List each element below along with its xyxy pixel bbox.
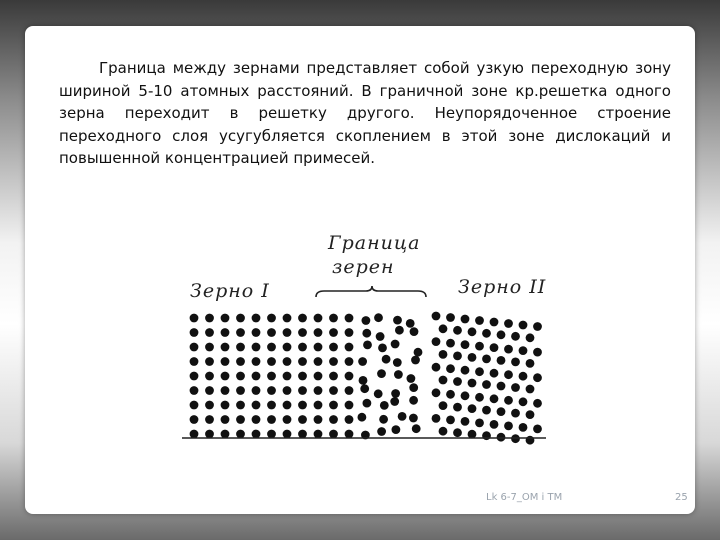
atom xyxy=(533,322,542,331)
atom xyxy=(298,401,307,410)
atom xyxy=(475,316,484,325)
atom xyxy=(439,427,448,436)
body-text: Граница между зернами представляет собой узкую переходную зону шириной 5-10 атомных расстояний. В граничной зоне кр.решетка одного зерна переходит в решетку другого. Неупорядоченное строение переходного слоя усугубляется скоплением в этой зоне дислокаций и повышенной концентрацией примесей. xyxy=(59,59,671,167)
page-number: 25 xyxy=(675,492,688,503)
atom xyxy=(221,314,230,323)
atom xyxy=(329,415,338,424)
atom xyxy=(411,356,420,365)
atom xyxy=(461,366,470,375)
atom xyxy=(252,357,261,366)
boundary-label-line1: Граница xyxy=(328,232,421,254)
atom xyxy=(468,353,477,362)
atom xyxy=(439,350,448,359)
atom xyxy=(482,329,491,338)
atom xyxy=(504,396,513,405)
atom xyxy=(252,314,261,323)
grain-right-label: Зерно II xyxy=(458,276,547,298)
atom xyxy=(362,329,371,338)
atom xyxy=(283,430,292,439)
atom xyxy=(283,357,292,366)
atom xyxy=(446,364,455,373)
boundary-brace xyxy=(316,286,426,297)
atom xyxy=(412,424,421,433)
atom xyxy=(221,386,230,395)
atom xyxy=(190,357,199,366)
atom xyxy=(221,328,230,337)
atom xyxy=(382,355,391,364)
atom xyxy=(267,314,276,323)
atom xyxy=(409,414,418,423)
atom xyxy=(267,386,276,395)
atom xyxy=(432,337,441,346)
atom xyxy=(298,430,307,439)
atom xyxy=(329,386,338,395)
atom xyxy=(252,372,261,381)
grain-boundary-figure xyxy=(178,230,552,445)
atom xyxy=(519,321,528,330)
atom xyxy=(314,328,323,337)
atom xyxy=(504,319,513,328)
atom xyxy=(236,430,245,439)
atom xyxy=(432,414,441,423)
atom xyxy=(468,379,477,388)
atom xyxy=(298,357,307,366)
atom xyxy=(345,430,354,439)
atom xyxy=(482,380,491,389)
atom xyxy=(526,359,535,368)
atom xyxy=(314,386,323,395)
atom xyxy=(252,386,261,395)
atom xyxy=(409,383,418,392)
atom xyxy=(314,357,323,366)
atom xyxy=(526,436,535,445)
atom xyxy=(490,343,499,352)
atom xyxy=(236,328,245,337)
atom xyxy=(407,374,416,383)
atom xyxy=(190,415,199,424)
atom xyxy=(526,410,535,419)
atom xyxy=(461,340,470,349)
atom xyxy=(379,415,388,424)
atom xyxy=(283,314,292,323)
atom xyxy=(236,372,245,381)
atom xyxy=(432,388,441,397)
atom xyxy=(329,401,338,410)
atom xyxy=(267,372,276,381)
atom xyxy=(267,430,276,439)
atom xyxy=(190,386,199,395)
atom xyxy=(190,328,199,337)
atom xyxy=(410,327,419,336)
atom xyxy=(345,314,354,323)
atom xyxy=(329,372,338,381)
atom xyxy=(409,396,418,405)
atom xyxy=(298,328,307,337)
atom xyxy=(490,394,499,403)
grain-left-label: Зерно I xyxy=(190,280,270,302)
atom xyxy=(236,314,245,323)
atom xyxy=(221,372,230,381)
atom xyxy=(298,343,307,352)
atom xyxy=(533,373,542,382)
atom xyxy=(345,372,354,381)
atom xyxy=(398,412,407,421)
atom xyxy=(283,386,292,395)
atom xyxy=(358,357,367,366)
atom xyxy=(497,382,506,391)
atom xyxy=(236,415,245,424)
atom xyxy=(414,348,423,357)
atom xyxy=(236,386,245,395)
atom xyxy=(298,372,307,381)
atom xyxy=(314,415,323,424)
atom xyxy=(205,401,214,410)
atom xyxy=(439,324,448,333)
atom xyxy=(190,430,199,439)
atom xyxy=(345,401,354,410)
atom xyxy=(519,423,528,432)
atom xyxy=(205,430,214,439)
boundary-label-line2: зерен xyxy=(332,256,395,278)
atom xyxy=(482,355,491,364)
atom xyxy=(511,332,520,341)
atom xyxy=(362,316,371,325)
atom xyxy=(267,401,276,410)
atom xyxy=(359,376,368,385)
atom xyxy=(461,391,470,400)
atom xyxy=(190,343,199,352)
atom xyxy=(439,401,448,410)
atom xyxy=(475,419,484,428)
atom xyxy=(267,415,276,424)
atom xyxy=(453,377,462,386)
atom xyxy=(377,427,386,436)
atom xyxy=(363,341,372,350)
atom xyxy=(329,314,338,323)
atom xyxy=(393,316,402,325)
atom xyxy=(252,343,261,352)
atom xyxy=(390,397,399,406)
atom xyxy=(519,397,528,406)
atom xyxy=(526,385,535,394)
atom xyxy=(283,415,292,424)
atom xyxy=(393,358,402,367)
atom xyxy=(345,328,354,337)
atom xyxy=(395,326,404,335)
atom xyxy=(511,383,520,392)
atom xyxy=(221,415,230,424)
atom xyxy=(439,376,448,385)
atom xyxy=(221,430,230,439)
atom xyxy=(205,328,214,337)
atom xyxy=(533,425,542,434)
atom xyxy=(376,332,385,341)
atom xyxy=(446,416,455,425)
atom xyxy=(504,422,513,431)
atom xyxy=(205,343,214,352)
atom xyxy=(475,393,484,402)
atom xyxy=(283,372,292,381)
atom xyxy=(511,409,520,418)
atom xyxy=(205,314,214,323)
atom xyxy=(267,328,276,337)
atom xyxy=(519,346,528,355)
atom xyxy=(360,384,369,393)
atom xyxy=(432,363,441,372)
atom xyxy=(533,399,542,408)
atom xyxy=(406,319,415,328)
atom xyxy=(252,401,261,410)
atom xyxy=(446,339,455,348)
atom xyxy=(345,357,354,366)
atom xyxy=(345,386,354,395)
footer-source: Lk 6-7_OM i TM xyxy=(486,492,563,503)
atom xyxy=(432,312,441,321)
atom xyxy=(504,370,513,379)
atom xyxy=(345,415,354,424)
atom xyxy=(526,333,535,342)
atom xyxy=(497,356,506,365)
atom xyxy=(221,401,230,410)
atom xyxy=(392,425,401,434)
atom xyxy=(504,345,513,354)
atom xyxy=(314,343,323,352)
atom xyxy=(378,344,387,353)
atom xyxy=(511,358,520,367)
atom xyxy=(314,401,323,410)
atom xyxy=(391,340,400,349)
atom xyxy=(190,401,199,410)
atom xyxy=(345,343,354,352)
atom xyxy=(314,314,323,323)
atom xyxy=(453,326,462,335)
atom xyxy=(329,357,338,366)
atom xyxy=(490,420,499,429)
atom xyxy=(329,343,338,352)
atom xyxy=(298,314,307,323)
atom xyxy=(236,401,245,410)
atom xyxy=(236,357,245,366)
atom xyxy=(468,327,477,336)
atom xyxy=(314,430,323,439)
atom xyxy=(358,413,367,422)
atom xyxy=(283,328,292,337)
atom xyxy=(475,367,484,376)
atom xyxy=(482,406,491,415)
atom xyxy=(252,430,261,439)
atom xyxy=(446,313,455,322)
atom xyxy=(267,343,276,352)
atom xyxy=(283,343,292,352)
atom xyxy=(205,386,214,395)
atom xyxy=(267,357,276,366)
atom xyxy=(314,372,323,381)
atom xyxy=(283,401,292,410)
atom xyxy=(374,389,383,398)
atom xyxy=(205,372,214,381)
atom xyxy=(497,407,506,416)
atom xyxy=(497,330,506,339)
atom xyxy=(205,357,214,366)
atom xyxy=(490,369,499,378)
atom xyxy=(221,357,230,366)
atom xyxy=(461,417,470,426)
atom xyxy=(363,399,372,408)
atom xyxy=(446,390,455,399)
atom xyxy=(236,343,245,352)
atom xyxy=(519,372,528,381)
lattice-diagram xyxy=(178,230,552,445)
atom xyxy=(252,415,261,424)
atom xyxy=(453,403,462,412)
atom xyxy=(377,369,386,378)
atom xyxy=(190,314,199,323)
atom xyxy=(380,401,389,410)
atom xyxy=(190,372,199,381)
atom xyxy=(533,348,542,357)
atom xyxy=(374,313,383,322)
atom xyxy=(468,404,477,413)
atom xyxy=(461,315,470,324)
atom xyxy=(221,343,230,352)
atom xyxy=(329,328,338,337)
atom xyxy=(475,342,484,351)
atom xyxy=(329,430,338,439)
atom xyxy=(453,352,462,361)
atom xyxy=(453,428,462,437)
atom xyxy=(391,389,400,398)
atom xyxy=(298,386,307,395)
atom-grid xyxy=(190,312,542,445)
atom xyxy=(394,370,403,379)
atom xyxy=(298,415,307,424)
atom xyxy=(252,328,261,337)
atom xyxy=(490,318,499,327)
atom xyxy=(205,415,214,424)
